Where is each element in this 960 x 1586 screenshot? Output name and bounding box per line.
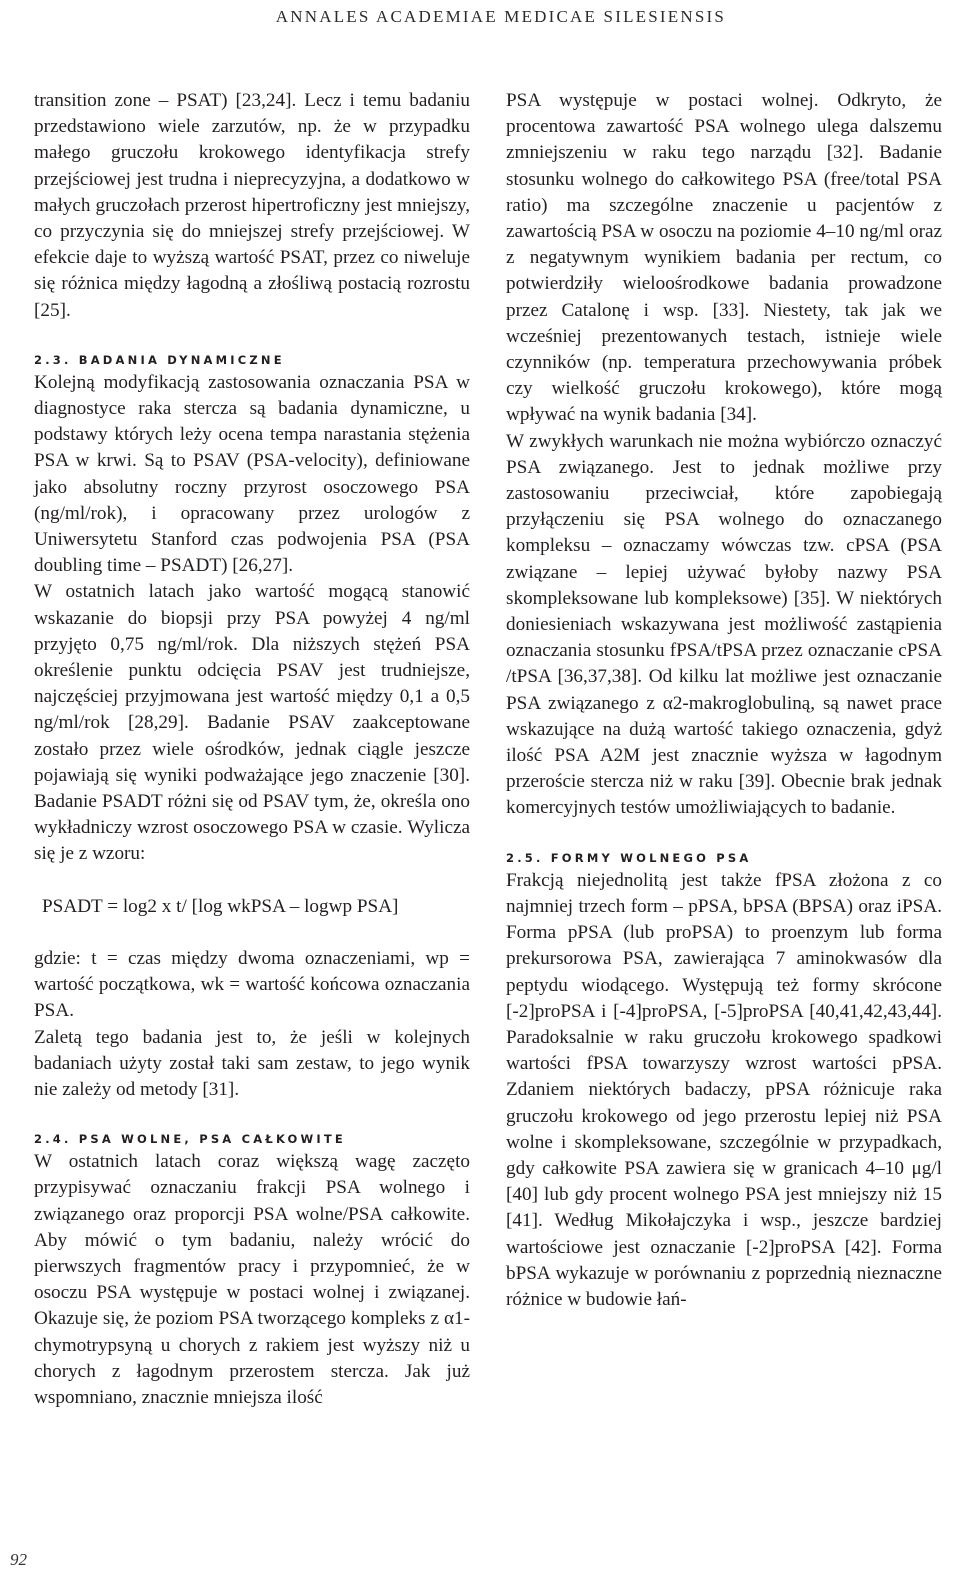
section-heading-2-4: 2.4. PSA WOLNE, PSA CAŁKOWITE — [34, 1132, 346, 1147]
paragraph-dynamic-tests: Kolejną modyfikacją zastosowania oznaczania PSA w diagnostyce raka stercza są badania dynamiczne, u podstawy których leży ocena tempa narastania stężenia PSA w krwi. Są to PSAV (PSA-velocity), definiowane jako absolutny roczny przyrost osoczowego PSA (ng/ml/rok), i opracowany przez urologów z Uniwersytetu Stanford czas podwojenia PSA (PSA doubling time – PSADT) [26,27]. — [34, 371, 470, 577]
paragraph-formula-legend: gdzie: t = czas między dwoma oznaczeniami, wp = wartość początkowa, wk = wartość końcowa oznaczania PSA. — [34, 947, 470, 1022]
paragraph-psav-threshold: W ostatnich latach jako wartość mogącą stanowić wskazanie do biopsji przy PSA powyżej 4 ng/ml przyjęto 0,75 ng/ml/rok. Dla niższych stężeń PSA określenie punktu odcięcia PSAV jest trudniejsze, najczęściej przyjmowana jest wartość między 0,1 a 0,5 ng/ml/rok [28,29]. Badanie PSAV zaakceptowane zostało przez wiele ośrodków, jednak ciągle jeszcze pojawiają się wyniki podważające jego znaczenie [30]. Badanie PSADT różni się od PSAV tym, że, określa ono wykładniczy wzrost osoczowego PSA w czasie. Wylicza się je z wzoru: — [34, 581, 470, 865]
paragraph-psadt-advantage: Zaletą tego badania jest to, że jeśli w kolejnych badaniach użyty został taki sam zestaw, to jego wynik nie zależy od metody [31]. — [34, 1026, 470, 1100]
psadt-formula: PSADT = log2 x t/ [log wkPSA – logwp PSA] — [42, 895, 399, 917]
right-column — [506, 88, 942, 1313]
paragraph-complexed-psa: W zwykłych warunkach nie można wybiórczo oznaczyć PSA związanego. Jest to jednak możliwe przy zastosowaniu przeciwciał, które zapobiegają przyłączeniu się PSA wolnego do oznaczanego kompleksu – oznaczamy wówczas tzw. cPSA (PSA związane – lepiej używać byłoby nazwy PSA skompleksowane lub kompleksowe) [35]. W niektórych doniesieniach wskazywana jest możliwość zastąpienia oznaczania stosunku fPSA/tPSA przez oznaczanie cPSA /tPSA [36,37,38]. Od kilku lat możliwe jest oznaczanie PSA związanego z α2-makroglobuliną, są nawet prace wskazujące na dużą wartość takiego oznaczenia, gdyż ilość PSA A2M jest znacznie wyższa w łagodnym przeroście stercza niż w raku [39]. Obecnie brak jednak komercyjnych testów umożliwiających to badanie. — [506, 430, 942, 819]
paragraph-free-psa-forms: Frakcją niejednolitą jest także fPSA złożona z co najmniej trzech form – pPSA, bPSA (BPSA) oraz iPSA. Forma pPSA (lub proPSA) to proenzym lub forma prekursorowa PSA, zawierająca 7 aminokwasów dla peptydu wiodącego. Występują też formy skrócone [-2]proPSA i [-4]proPSA, [-5]proPSA [40,41,42,43,44]. Paradoksalnie w raku gruczołu krokowego spadkowi wartości fPSA towarzyszy wzrost wartości pPSA. Zdaniem niektórych badaczy, pPSA różnicuje raka gruczołu krokowego od jego przerostu lepiej niż PSA wolne i skompleksowane, szczególnie w przypadkach, gdy całkowite PSA zawiera się w granicach 4–10 μg/l [40] lub gdy procent wolnego PSA jest mniejszy niż 15 [41]. Według Mikołajczyka i wsp., jeszcze bardziej wartościowe jest oznaczanie [-2]proPSA [42]. Forma bPSA wykazuje w porównaniu z poprzednią nieznaczne różnice w budowie łań- — [506, 869, 942, 1310]
section-heading-2-3: 2.3. BADANIA DYNAMICZNE — [34, 352, 285, 367]
paragraph-psat-criticism: transition zone – PSAT) [23,24]. Lecz i temu badaniu przedstawiono wiele zarzutów, np. że w przypadku małego gruczołu krokowego identyfikacja strefy przejściowej jest trudna i nieprecyzyjna, a dodatkowo w małych gruczołach przerost hipertroficzny jest mniejszy, co przyczynia się do mniejszej strefy przejściowej. W efekcie daje to wyższą wartość PSAT, przez co niweluje się różnica między łagodną a złośliwą postacią rozrostu [25]. — [34, 90, 470, 321]
section-heading-2-5: 2.5. FORMY WOLNEGO PSA — [506, 850, 752, 865]
left-column — [34, 88, 470, 1411]
paragraph-free-psa-ratio: PSA występuje w postaci wolnej. Odkryto, że procentowa zawartość PSA wolnego ulega dalszemu zmniejszeniu w raku tego narządu [32]. Badanie stosunku wolnego do całkowitego PSA (free/total PSA ratio) ma szczególne znaczenie u pacjentów z zawartością PSA w osoczu na poziomie 4–10 ng/ml oraz z negatywnym wynikiem badania per rectum, co potwierdziły wieloośrodkowe badania prowadzone przez Catalonę i wsp. [33]. Niestety, tak jak we wcześniej prezentowanych testach, istnieje wiele czynników (np. temperatura przechowywania próbek czy wielkość gruczołu krokowego), które mogą wpływać na wynik badania [34]. — [506, 90, 942, 426]
page-number: 92 — [10, 1550, 27, 1569]
running-head-journal-title: ANNALES ACADEMIAE MEDICAE SILESIENSIS — [275, 7, 726, 26]
paragraph-free-total-psa: W ostatnich latach coraz większą wagę zaczęto przypisywać oznaczaniu frakcji PSA wolnego i związanego oraz proporcji PSA wolne/PSA całkowite. Aby mówić o tym badaniu, należy wrócić do pierwszych fragmentów pracy i przypomnieć, że w osoczu PSA występuje w postaci wolnej i związanej. Okazuje się, że poziom PSA tworzącego kompleks z α1-chymotrypsyną u chorych z rakiem jest wyższy niż u chorych z łagodnym przerostem stercza. Jak już wspomniano, znacznie mniejsza ilość — [34, 1151, 470, 1408]
